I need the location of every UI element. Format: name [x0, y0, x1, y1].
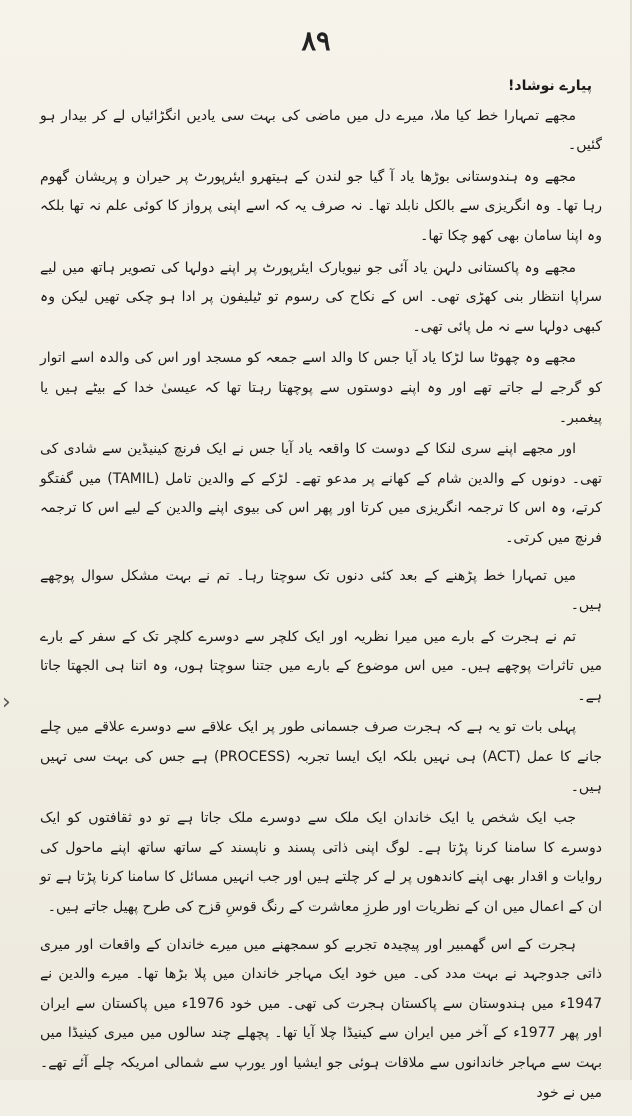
letter-body [40, 72, 602, 1116]
margin-pen-mark: › [2, 690, 11, 715]
salutation: پیارے نوشاد! [508, 78, 592, 94]
paragraph-5: اور مجھے اپنے سری لنکا کے دوست کا واقعہ یاد آیا جس نے ایک فرنچ کینیڈین سے شادی کی تھی۔ دونوں کے والدین شام کے کھانے پر مدعو تھے۔ لڑکے کے والدین تامل (TAMIL) میں گفتگو کرتے، وہ اس کا ترجمہ انگریزی میں کرتا اور پھر اس کی بیوی اپنے والدین کے لیے اس کا ترجمہ فرنچ میں کرتی۔ [40, 441, 602, 546]
paragraph-9: جب ایک شخص یا ایک خاندان ایک ملک سے دوسرے ملک جاتا ہے تو دو ثقافتوں کو ایک دوسرے کا سامنا کرنا پڑتا ہے۔ لوگ اپنی ذاتی پسند و ناپسند کے ساتھ ساتھ اپنے ماحول کی روایات و اقدار بھی اپنے کاندھوں پر لے کر چلتے ہیں اور جب انہیں مسائل کا سامنا کرنا پڑتا ہے تو ان کے اعمال میں ان کے نظریات اور طرزِ معاشرت کے رنگ قوسِ قزح کی طرح پھیل جاتے ہیں۔ [40, 810, 602, 916]
paragraph-6: میں تمہارا خط پڑھنے کے بعد کئی دنوں تک سوچتا رہا۔ تم نے بہت مشکل سوال پوچھے ہیں۔ [40, 567, 602, 614]
paragraph-10: ہجرت کے اس گھمبیر اور پیچیدہ تجربے کو سمجھنے میں میرے خاندان کے واقعات اور میری ذاتی جدوجہد نے بہت مدد کی۔ میں خود ایک مہاجر خاندان میں پلا بڑھا تھا۔ میرے والدین نے 1947ء میں ہندوستان سے پاکستان ہجرت کی تھی۔ میں خود 1976ء میں پاکستان سے ایران اور پھر 1977ء کے آخر میں ایران سے کینیڈا چلا آیا تھا۔ پچھلے چند سالوں میں میری کینیڈا میں بہت سے مہاجر خاندانوں سے ملاقات ہوئی جو ایشیا اور یورپ سے شمالی امریکہ چلے آئے تھے۔ میں نے خود [40, 936, 603, 1101]
paragraph-7: تم نے ہجرت کے بارے میں میرا نظریہ اور ایک کلچر سے دوسرے کلچر تک کے سفر کے بارے میں تاثرات پوچھے ہیں۔ میں اس موضوع کے بارے میں جتنا سوچتا ہوں، وہ اتنا ہی الجھتا جاتا ہے۔ [40, 628, 602, 704]
paragraph-1: مجھے تمہارا خط کیا ملا، میرے دل میں ماضی کی بہت سی یادیں انگڑائیاں لے کر بیدار ہو گئیں۔ [40, 107, 602, 154]
paragraph-4: مجھے وہ چھوٹا سا لڑکا یاد آیا جس کا والد اسے جمعہ کو مسجد اور اس کی والدہ اسے اتوار کو گرجے لے جاتے تھے اور وہ اپنے دوستوں سے پوچھتا رہتا تھا کہ عیسیٰ خدا کے بیٹے ہیں یا پیغمبر۔ [40, 350, 602, 426]
paragraph-2: مجھے وہ ہندوستانی بوڑھا یاد آ گیا جو لندن کے ہیتھرو ایئرپورٹ پر حیران و پریشان گھوم رہا تھا۔ وہ انگریزی سے بالکل نابلد تھا۔ نہ صرف یہ کہ اسے اپنی پرواز کا کوئی علم نہ تھا بلکہ وہ اپنا سامان بھی کھو چکا تھا۔ [40, 168, 602, 244]
page-number: ۸۹ [301, 26, 331, 57]
paragraph-8: پہلی بات تو یہ ہے کہ ہجرت صرف جسمانی طور پر ایک علاقے سے دوسرے علاقے میں چلے جانے کا عمل (ACT) ہی نہیں بلکہ ایک ایسا تجربہ (PROCESS) ہے جس کی بہت سی تہیں ہیں۔ [40, 719, 603, 795]
paragraph-3: مجھے وہ پاکستانی دلہن یاد آئی جو نیویارک ایئرپورٹ پر اپنے دولہا کی تصویر ہاتھ میں لیے سراپا انتظار بنی کھڑی تھی۔ اس کے نکاح کی رسوم تو ٹیلیفون پر ادا ہو چکی تھیں لیکن وہ کبھی دولہا سے نہ مل پائی تھی۔ [40, 259, 602, 335]
